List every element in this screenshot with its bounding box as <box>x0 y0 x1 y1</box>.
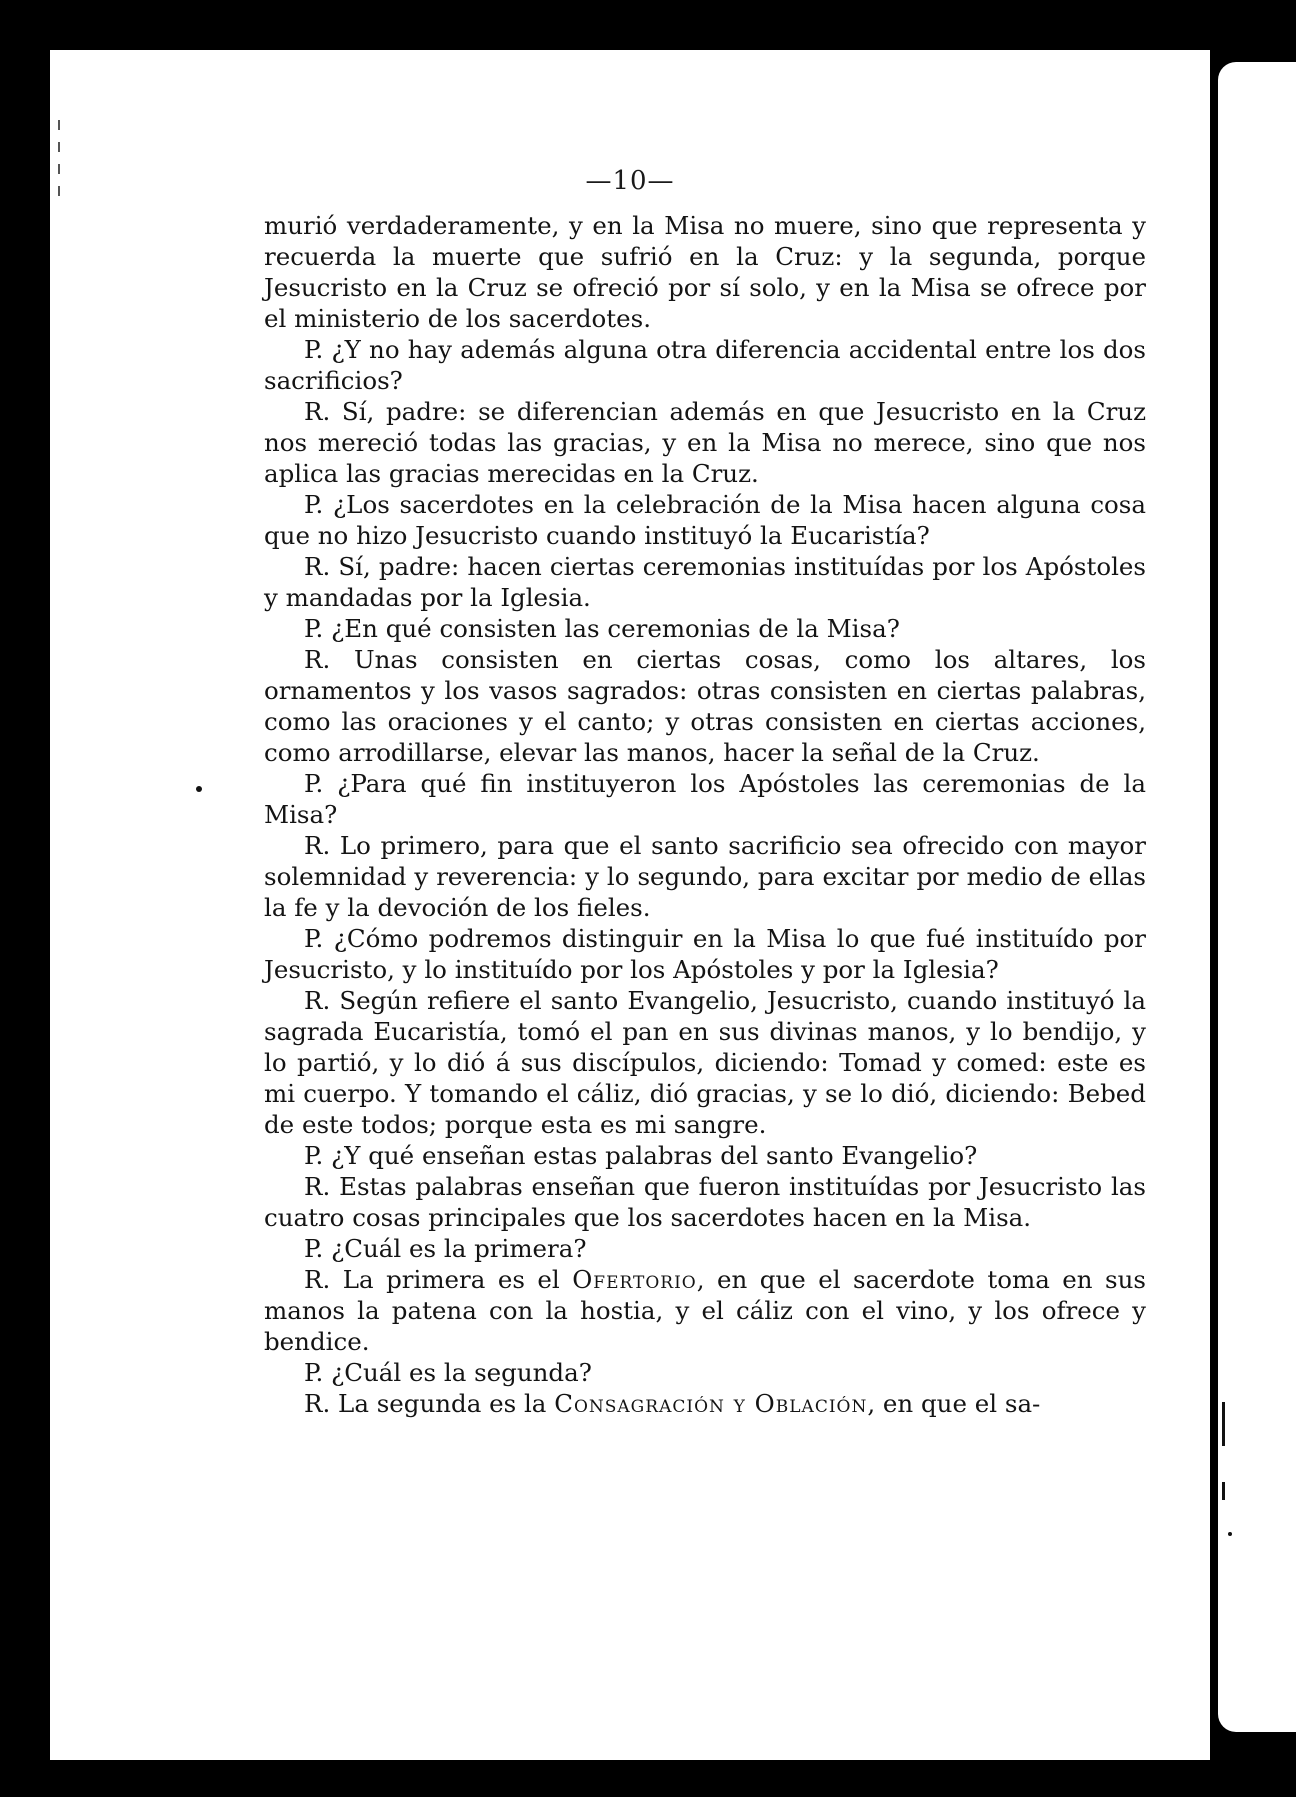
answer-label: R. <box>304 397 331 426</box>
answer-label: R. <box>304 1172 331 1201</box>
answer-text-after: , en que el sacerdote toma en sus manos la patena con la hostia, y el cáliz con el vino, y los ofrece y bendice. <box>264 1265 1146 1356</box>
continuation-paragraph <box>264 210 1146 334</box>
answer-paragraph <box>264 1171 1146 1233</box>
question-paragraph <box>264 613 1146 644</box>
scan-edge-mark <box>1222 1402 1225 1446</box>
answer-label: R. <box>304 552 331 581</box>
question-label: P. <box>304 1141 324 1170</box>
answer-text: Según refiere el santo Evangelio, Jesucristo, cuando instituyó la sagrada Eucaristía, tomó el pan en sus divinas manos, y lo bendijo, y lo partió, y lo dió á sus discípulos, diciendo: Tomad y comed: este es mi cuerpo. Y tomando el cáliz, dió gracias, y se lo dió, diciendo: Bebed de este todos; porque esta es mi sangre. <box>264 986 1146 1139</box>
question-paragraph <box>264 1140 1146 1171</box>
question-paragraph <box>264 334 1146 396</box>
answer-text: Sí, padre: se diferencian además en que Jesucristo en la Cruz nos mereció todas las gracias, y en la Misa no merece, sino que nos aplica las gracias merecidas en la Cruz. <box>264 397 1146 488</box>
question-text: ¿Cómo podremos distinguir en la Misa lo que fué instituído por Jesucristo, y lo instituído por los Apóstoles y por la Iglesia? <box>264 924 1147 984</box>
question-text: ¿Los sacerdotes en la celebración de la Misa hacen alguna cosa que no hizo Jesucristo cuando instituyó la Eucaristía? <box>264 490 1146 550</box>
page-number: —10— <box>585 166 675 196</box>
question-paragraph <box>264 768 1146 830</box>
question-paragraph <box>264 1233 1146 1264</box>
answer-label: R. <box>304 645 331 674</box>
paragraph-text: murió verdaderamente, y en la Misa no muere, sino que representa y recuerda la muerte que sufrió en la Cruz: y la segunda, porque Jesucristo en la Cruz se ofreció por sí solo, y en la Misa se ofrece por el ministerio de los sacerdotes. <box>264 211 1146 333</box>
question-paragraph <box>264 489 1146 551</box>
answer-paragraph <box>264 396 1146 489</box>
question-label: P. <box>304 924 324 953</box>
question-text: ¿Y no hay además alguna otra diferencia accidental entre los dos sacrificios? <box>264 335 1146 395</box>
question-paragraph <box>264 1357 1146 1388</box>
question-label: P. <box>304 614 324 643</box>
answer-paragraph <box>264 644 1146 768</box>
question-text: ¿Cuál es la segunda? <box>331 1358 592 1387</box>
answer-text: Estas palabras enseñan que fueron instituídas por Jesucristo las cuatro cosas principales que los sacerdotes hacen en la Misa. <box>264 1172 1146 1232</box>
question-text: ¿Y qué enseñan estas palabras del santo Evangelio? <box>331 1141 978 1170</box>
answer-text-before: La primera es el <box>342 1265 560 1294</box>
answer-label: R. <box>304 986 331 1015</box>
answer-paragraph <box>264 551 1146 613</box>
stray-ink-dot <box>196 786 202 792</box>
scan-edge-marks <box>58 120 64 210</box>
question-label: P. <box>304 1234 324 1263</box>
answer-text: Lo primero, para que el santo sacrificio sea ofrecido con mayor solemnidad y reverencia: y lo segundo, para excitar por medio de ellas la fe y la devoción de los fieles. <box>264 831 1146 922</box>
question-label: P. <box>304 769 324 798</box>
answer-paragraph <box>264 1264 1146 1357</box>
answer-text: Sí, padre: hacen ciertas ceremonias instituídas por los Apóstoles y mandadas por la Iglesia. <box>264 552 1146 612</box>
liturgical-term: Consagración y Oblación <box>554 1389 868 1418</box>
answer-paragraph <box>264 985 1146 1140</box>
liturgical-term: Ofertorio <box>572 1265 697 1294</box>
question-label: P. <box>304 335 324 364</box>
adjacent-page-edge <box>1218 62 1296 1732</box>
book-page <box>50 50 1210 1760</box>
answer-label: R. <box>304 1265 331 1294</box>
answer-text: Unas consisten en ciertas cosas, como los altares, los ornamentos y los vasos sagrados: otras consisten en ciertas palabras, como las oraciones y el canto; y otras consisten en ciertas acciones, como arrodillarse, elevar las manos, hacer la señal de la Cruz. <box>264 645 1146 767</box>
catechism-text <box>264 210 1146 1419</box>
question-text: ¿Para qué fin instituyeron los Apóstoles las ceremonias de la Misa? <box>264 769 1146 829</box>
question-paragraph <box>264 923 1146 985</box>
answer-text-before: La segunda es la <box>338 1389 547 1418</box>
question-label: P. <box>304 490 324 519</box>
stray-ink-dot <box>1228 1532 1232 1536</box>
answer-label: R. <box>304 1389 331 1418</box>
scan-edge-mark <box>1222 1482 1225 1500</box>
question-text: ¿Cuál es la primera? <box>331 1234 587 1263</box>
answer-paragraph <box>264 830 1146 923</box>
question-text: ¿En qué consisten las ceremonias de la Misa? <box>331 614 900 643</box>
answer-paragraph <box>264 1388 1146 1419</box>
answer-label: R. <box>304 831 331 860</box>
answer-text-after: , en que el sa- <box>867 1389 1041 1418</box>
question-label: P. <box>304 1358 324 1387</box>
